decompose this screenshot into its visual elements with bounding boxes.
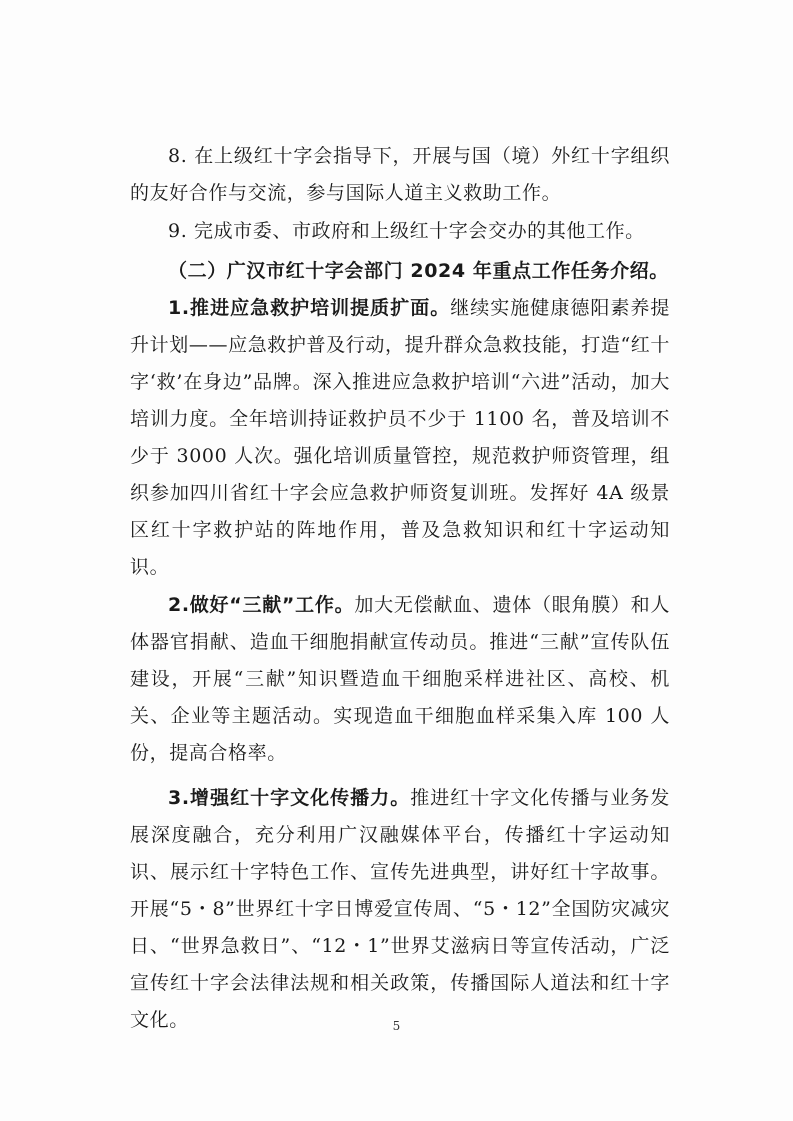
task-3-body: 推进红十字文化传播与业务发展深度融合，充分利用广汉融媒体平台，传播红十字运动知识、展示红十字特色工作、宣传先进典型，讲好红十字故事。开展“5・8”世界红十字日博爱宣传周、“5・12”全国防灾减灾日、“世界急救日”、“12・1”世界艾滋病日等宣传活动，广泛宣传红十字会法律法规和相关政策，传播国际人道法和红十字文化。	[130, 787, 670, 1031]
paragraph-task-2	[130, 587, 670, 772]
paragraph-task-3	[130, 780, 670, 1039]
paragraph-item-8: 8. 在上级红十字会指导下，开展与国（境）外红十字组织的友好合作与交流，参与国际人道主义救助工作。	[130, 145, 670, 204]
task-2-lead: 2.做好“三献”工作。	[168, 594, 355, 616]
task-1-lead: 1.推进应急救护培训提质扩面。	[168, 297, 451, 319]
page-number: 5	[392, 1019, 401, 1033]
task-1-body: 继续实施健康德阳素养提升计划——应急救护普及行动，提升群众急救技能，打造“红十字‘救’在身边”品牌。深入推进应急救护培训“六进”活动，加大培训力度。全年培训持证救护员不少于 1100 名，普及培训不少于 3000 人次。强化培训质量管控，规范救护师资管理，组织参加四川省红十字会应急救护师资复训班。发挥好 4A 级景区红十字救护站的阵地作用，普及急救知识和红十字运动知识。	[130, 297, 670, 578]
paragraph-task-1	[130, 290, 670, 586]
paragraph-item-9: 9. 完成市委、市政府和上级红十字会交办的其他工作。	[168, 220, 645, 242]
section-heading: （二）广汉市红十字会部门 2024 年重点工作任务介绍。	[168, 260, 669, 282]
task-3-lead: 3.增强红十字文化传播力。	[168, 787, 411, 809]
document-body	[130, 138, 670, 1039]
task-2-body: 加大无偿献血、遗体（眼角膜）和人体器官捐献、造血干细胞捐献宣传动员。推进“三献”宣传队伍建设，开展“三献”知识暨造血干细胞采样进社区、高校、机关、企业等主题活动。实现造血干细胞血样采集入库 100 人份，提高合格率。	[130, 594, 671, 764]
